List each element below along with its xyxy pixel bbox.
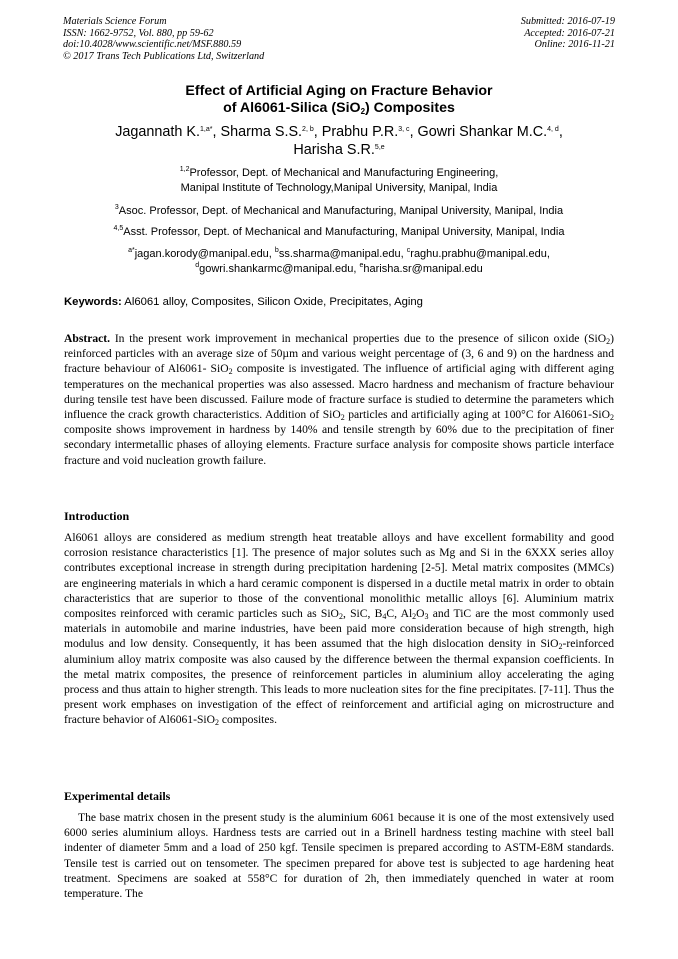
email-marker: e xyxy=(359,261,364,269)
online-date: Online: 2016-11-21 xyxy=(534,39,615,51)
affiliation-marker: 3 xyxy=(114,204,119,211)
experimental-heading: Experimental details xyxy=(64,789,171,803)
intro-text: Al6061 alloys are considered as medium strength heat treatable alloys and have excellent formability and good corrosion resistance characteristics [1]. The presence of major solutes such as Mg and Si in the 6XXX series alloy contributes exceptional increase in strength during precipitation hardening [2-5]. Metal matrix composites (MMCs) are engineering materials in which a hard ceramic component is dispersed in a ductile metal matrix in order to obtain characteristics that are superior to those of the conventional monolithic metallic alloys [6]. Aluminium matrix composites reinforced with ceramic particles such as SiO xyxy=(64,531,614,621)
affiliation-marker: 4,5 xyxy=(113,225,124,232)
author-list xyxy=(60,123,618,159)
author-name: , Prabhu P.R. xyxy=(313,124,399,140)
affiliation-marker: 1,2 xyxy=(179,166,190,173)
subscript: 2 xyxy=(338,612,343,622)
email-address[interactable]: jagan.korody@manipal.edu, xyxy=(134,248,272,260)
author-separator: , xyxy=(558,124,563,140)
introduction-paragraph xyxy=(64,530,614,728)
intro-text: O xyxy=(416,607,425,621)
affiliation-line xyxy=(40,166,638,181)
email-list xyxy=(40,247,638,276)
title-line-1: Effect of Artificial Aging on Fracture Behavior xyxy=(185,83,493,99)
intro-text: C, Al xyxy=(386,607,413,621)
author-marker: 5,e xyxy=(374,144,385,151)
email-address[interactable]: gowri.shankarmc@manipal.edu, xyxy=(199,262,357,275)
author-name: Jagannath K. xyxy=(115,124,200,140)
title-line-2 xyxy=(60,100,618,117)
subscript: 2 xyxy=(340,413,345,423)
keywords-text: Al6061 alloy, Composites, Silicon Oxide, Precipitates, Aging xyxy=(124,296,423,308)
subscript: 2 xyxy=(215,718,219,728)
subscript: 2 xyxy=(558,642,563,652)
email-marker: c xyxy=(406,247,411,254)
title-text: of Al6061-Silica (SiO xyxy=(223,100,361,116)
experimental-paragraph: The base matrix chosen in the present study is the aluminium 6061 because it is one of the most extensively used 6000 series aluminium alloys. Hardness tests are carried out in a Brinell hardness testing machine with steel ball indenter of diameter 5mm and a load of 250 kgf. Tensile specimen is prepared according to ASTM-E8M standards. Tensile test is carried out on tensometer. The specimen prepared for above test is subjected to age hardening heat treatment. Specimens are soaked at 558°C for duration of 2h, then immediately quenched in water at room temperature. The xyxy=(64,811,614,901)
email-address[interactable]: harisha.sr@manipal.edu xyxy=(363,262,483,275)
author-line-1 xyxy=(60,123,618,141)
email-address[interactable]: raghu.prabhu@manipal.edu, xyxy=(410,248,550,260)
intro-text: composites. xyxy=(219,713,277,727)
abstract-label: Abstract. xyxy=(64,332,111,345)
subscript: 2 xyxy=(606,337,611,346)
affiliation-1 xyxy=(40,166,638,195)
email-marker: b xyxy=(274,247,279,254)
title-text: ) Composites xyxy=(365,100,455,116)
email-line-1 xyxy=(40,247,638,262)
accepted-date: Accepted: 2016-07-21 xyxy=(524,27,615,39)
journal-name: Materials Science Forum xyxy=(63,16,167,27)
email-marker: d xyxy=(195,261,200,269)
paper-title xyxy=(60,83,618,117)
subscript: 2 xyxy=(609,413,614,423)
email-marker: a* xyxy=(128,247,135,254)
intro-text: -reinforced aluminium alloy matrix composite was also caused by the difference between the thermal expansion coefficients. In the metal matrix composites, the presence of reinforcement particles in aluminium alloy accelerating the aging process and thus attain to higher strength. This leads to more nucleation sites for the fine precipitates. [7-11]. Thus the present work emphases on investigation of the effect of reinforcement and artificial aging on microstructure and fracture behavior of Al6061-SiO xyxy=(64,637,614,727)
subscript: 4 xyxy=(382,612,387,622)
subscript: 3 xyxy=(424,612,429,622)
affiliation-3 xyxy=(40,225,638,240)
author-marker: 2, b xyxy=(302,126,314,133)
affiliation-text: Asoc. Professor, Dept. of Mechanical and Manufacturing, Manipal University, Manipal, India xyxy=(118,205,564,217)
email-line-2 xyxy=(40,262,638,277)
abstract-paragraph xyxy=(64,331,614,468)
intro-text: and TiC are the most commonly used materials in automobile and marine industries, have been paid more consideration because of high strength, high modulus and low density. Consequently, it has been assumed that the high dislocation density in SiO xyxy=(64,607,615,651)
journal-header-left xyxy=(63,16,264,62)
keywords-label: Keywords: xyxy=(64,296,122,308)
author-line-2 xyxy=(60,141,618,159)
affiliation-text: Professor, Dept. of Mechanical and Manufacturing Engineering, xyxy=(189,167,499,179)
author-name: Harisha S.R. xyxy=(293,142,375,158)
author-name: , Gowri Shankar M.C. xyxy=(409,124,548,140)
author-marker: 4, d xyxy=(547,126,559,133)
title-subscript: 2 xyxy=(360,107,366,116)
abstract-text: composite is investigated. The influence of artificial aging with different aging temperatures on the mechanical properties was also assessed. Macro hardness and mechanism of fracture behaviour during tensile test have been discussed. Failure mode of fracture surface is studied to determine the parameters which influence the crack growth characteristics. Addition of SiO xyxy=(64,362,614,422)
doi-line: doi:10.4028/www.scientific.net/MSF.880.59 xyxy=(63,39,242,51)
issn-line: ISSN: 1662-9752, Vol. 880, pp 59-62 xyxy=(63,27,214,39)
submitted-date: Submitted: 2016-07-19 xyxy=(520,16,615,27)
keywords-line xyxy=(64,295,624,309)
subscript: 2 xyxy=(228,367,233,377)
subscript: 2 xyxy=(412,612,417,622)
author-marker: 1,a* xyxy=(200,126,213,133)
abstract-text: composite shows improvement in hardness by 140% and tensile strength by 60% due to the precipitation of finer secondary intermetallic phases of alloying elements. Fracture surface analysis for composite shows particle interface fracture and void nucleation growth failure. xyxy=(64,423,614,467)
abstract-text: particles and artificially aging at 100°C for Al6061-SiO xyxy=(344,408,610,422)
copyright-line: © 2017 Trans Tech Publications Ltd, Switzerland xyxy=(63,50,265,62)
author-name: , Sharma S.S. xyxy=(212,124,303,140)
abstract-text: ) reinforced particles with an average size of 50µm and various weight percentage of (3, 6 and 9) on the hardness and fracture behaviour of Al6061- SiO xyxy=(64,332,614,376)
affiliation-text: Manipal Institute of Technology,Manipal University, Manipal, India xyxy=(180,181,498,194)
intro-text: , SiC, B xyxy=(342,607,383,621)
abstract-text: In the present work improvement in mechanical properties due to the presence of silicon oxide (SiO xyxy=(114,332,607,345)
email-address[interactable]: ss.sharma@manipal.edu, xyxy=(278,248,404,260)
journal-header-right xyxy=(521,16,615,51)
author-marker: 3, c xyxy=(398,126,410,133)
affiliation-text: Asst. Professor, Dept. of Mechanical and Manufacturing, Manipal University, Manipal, India xyxy=(123,226,565,238)
affiliation-2 xyxy=(40,204,638,219)
introduction-heading: Introduction xyxy=(64,509,130,523)
